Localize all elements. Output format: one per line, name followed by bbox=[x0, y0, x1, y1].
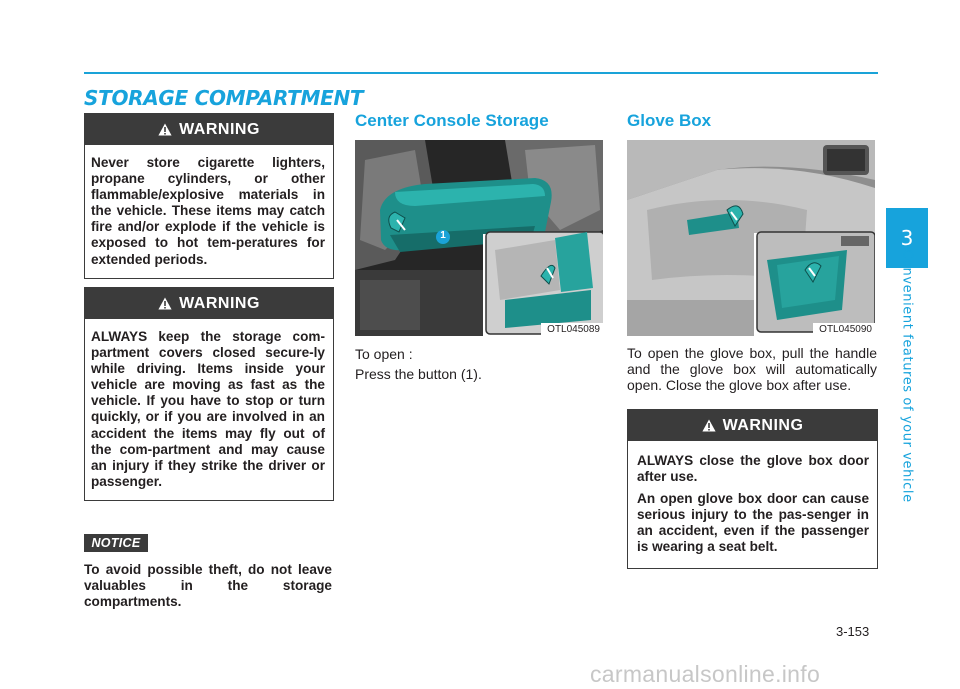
notice-tag: NOTICE bbox=[84, 534, 148, 552]
warning-text: ALWAYS keep the storage com-partment covers closed secure-ly while driving. Items inside your vehicle are moving as fast as the vehicle. If you have to stop or turn quickly, or if you are involved in an accident the items may fly out of the com-partment and may cause an injury if they strike the driver or passenger. bbox=[91, 329, 325, 489]
console-instruction-1: To open : bbox=[355, 346, 413, 362]
warning-header bbox=[85, 288, 333, 319]
glove-box-figure bbox=[627, 140, 875, 336]
warning-triangle-icon bbox=[702, 419, 716, 432]
center-console-heading: Center Console Storage bbox=[355, 111, 549, 130]
warning-header bbox=[85, 114, 333, 145]
page-number: 3-153 bbox=[836, 624, 870, 639]
warning-triangle-icon bbox=[158, 297, 172, 310]
warning-label: WARNING bbox=[179, 120, 260, 138]
warning-triangle-icon bbox=[158, 123, 172, 136]
header-rule bbox=[84, 72, 878, 74]
figure-code: OTL045090 bbox=[813, 323, 875, 336]
warning-box-glove-box bbox=[627, 409, 878, 569]
center-console-figure bbox=[355, 140, 603, 336]
figure-code: OTL045089 bbox=[541, 323, 603, 336]
watermark: carmanualsonline.info bbox=[590, 661, 821, 687]
warning-text-1: ALWAYS close the glove box door after use. bbox=[637, 453, 869, 485]
glove-box-heading: Glove Box bbox=[627, 111, 712, 130]
warning-text: Never store cigarette lighters, propane cylinders, or other flammable/explosive materials in the vehicle. These items may catch fire and/or explode if the vehicle is exposed to hot tem-peratures for extended periods. bbox=[91, 155, 325, 267]
section-title: STORAGE COMPARTMENT bbox=[84, 86, 364, 110]
notice-text: To avoid possible theft, do not leave valuables in the storage compartments. bbox=[84, 562, 332, 610]
chapter-title: Convenient features of your vehicle bbox=[899, 249, 915, 503]
warning-text-2: An open glove box door can cause serious injury to the pas-senger in an accident, even if the passenger is wearing a seat belt. bbox=[637, 491, 869, 555]
chapter-tab: 3 bbox=[886, 208, 928, 268]
warning-header bbox=[628, 410, 877, 441]
callout-number: 1 bbox=[440, 230, 446, 241]
warning-label: WARNING bbox=[722, 416, 804, 434]
warning-body bbox=[85, 145, 333, 278]
warning-label: WARNING bbox=[179, 294, 260, 312]
console-instruction-2: Press the button (1). bbox=[355, 366, 482, 382]
warning-body bbox=[85, 319, 333, 500]
warning-box-fire-risk bbox=[84, 113, 334, 279]
glove-box-instruction: To open the glove box, pull the handle and the glove box will automatically open. Close the glove box after use. bbox=[627, 345, 877, 393]
warning-box-covers-closed bbox=[84, 287, 334, 501]
glove-box-illustration bbox=[627, 140, 875, 336]
warning-body bbox=[628, 441, 877, 568]
center-console-illustration bbox=[355, 140, 603, 336]
